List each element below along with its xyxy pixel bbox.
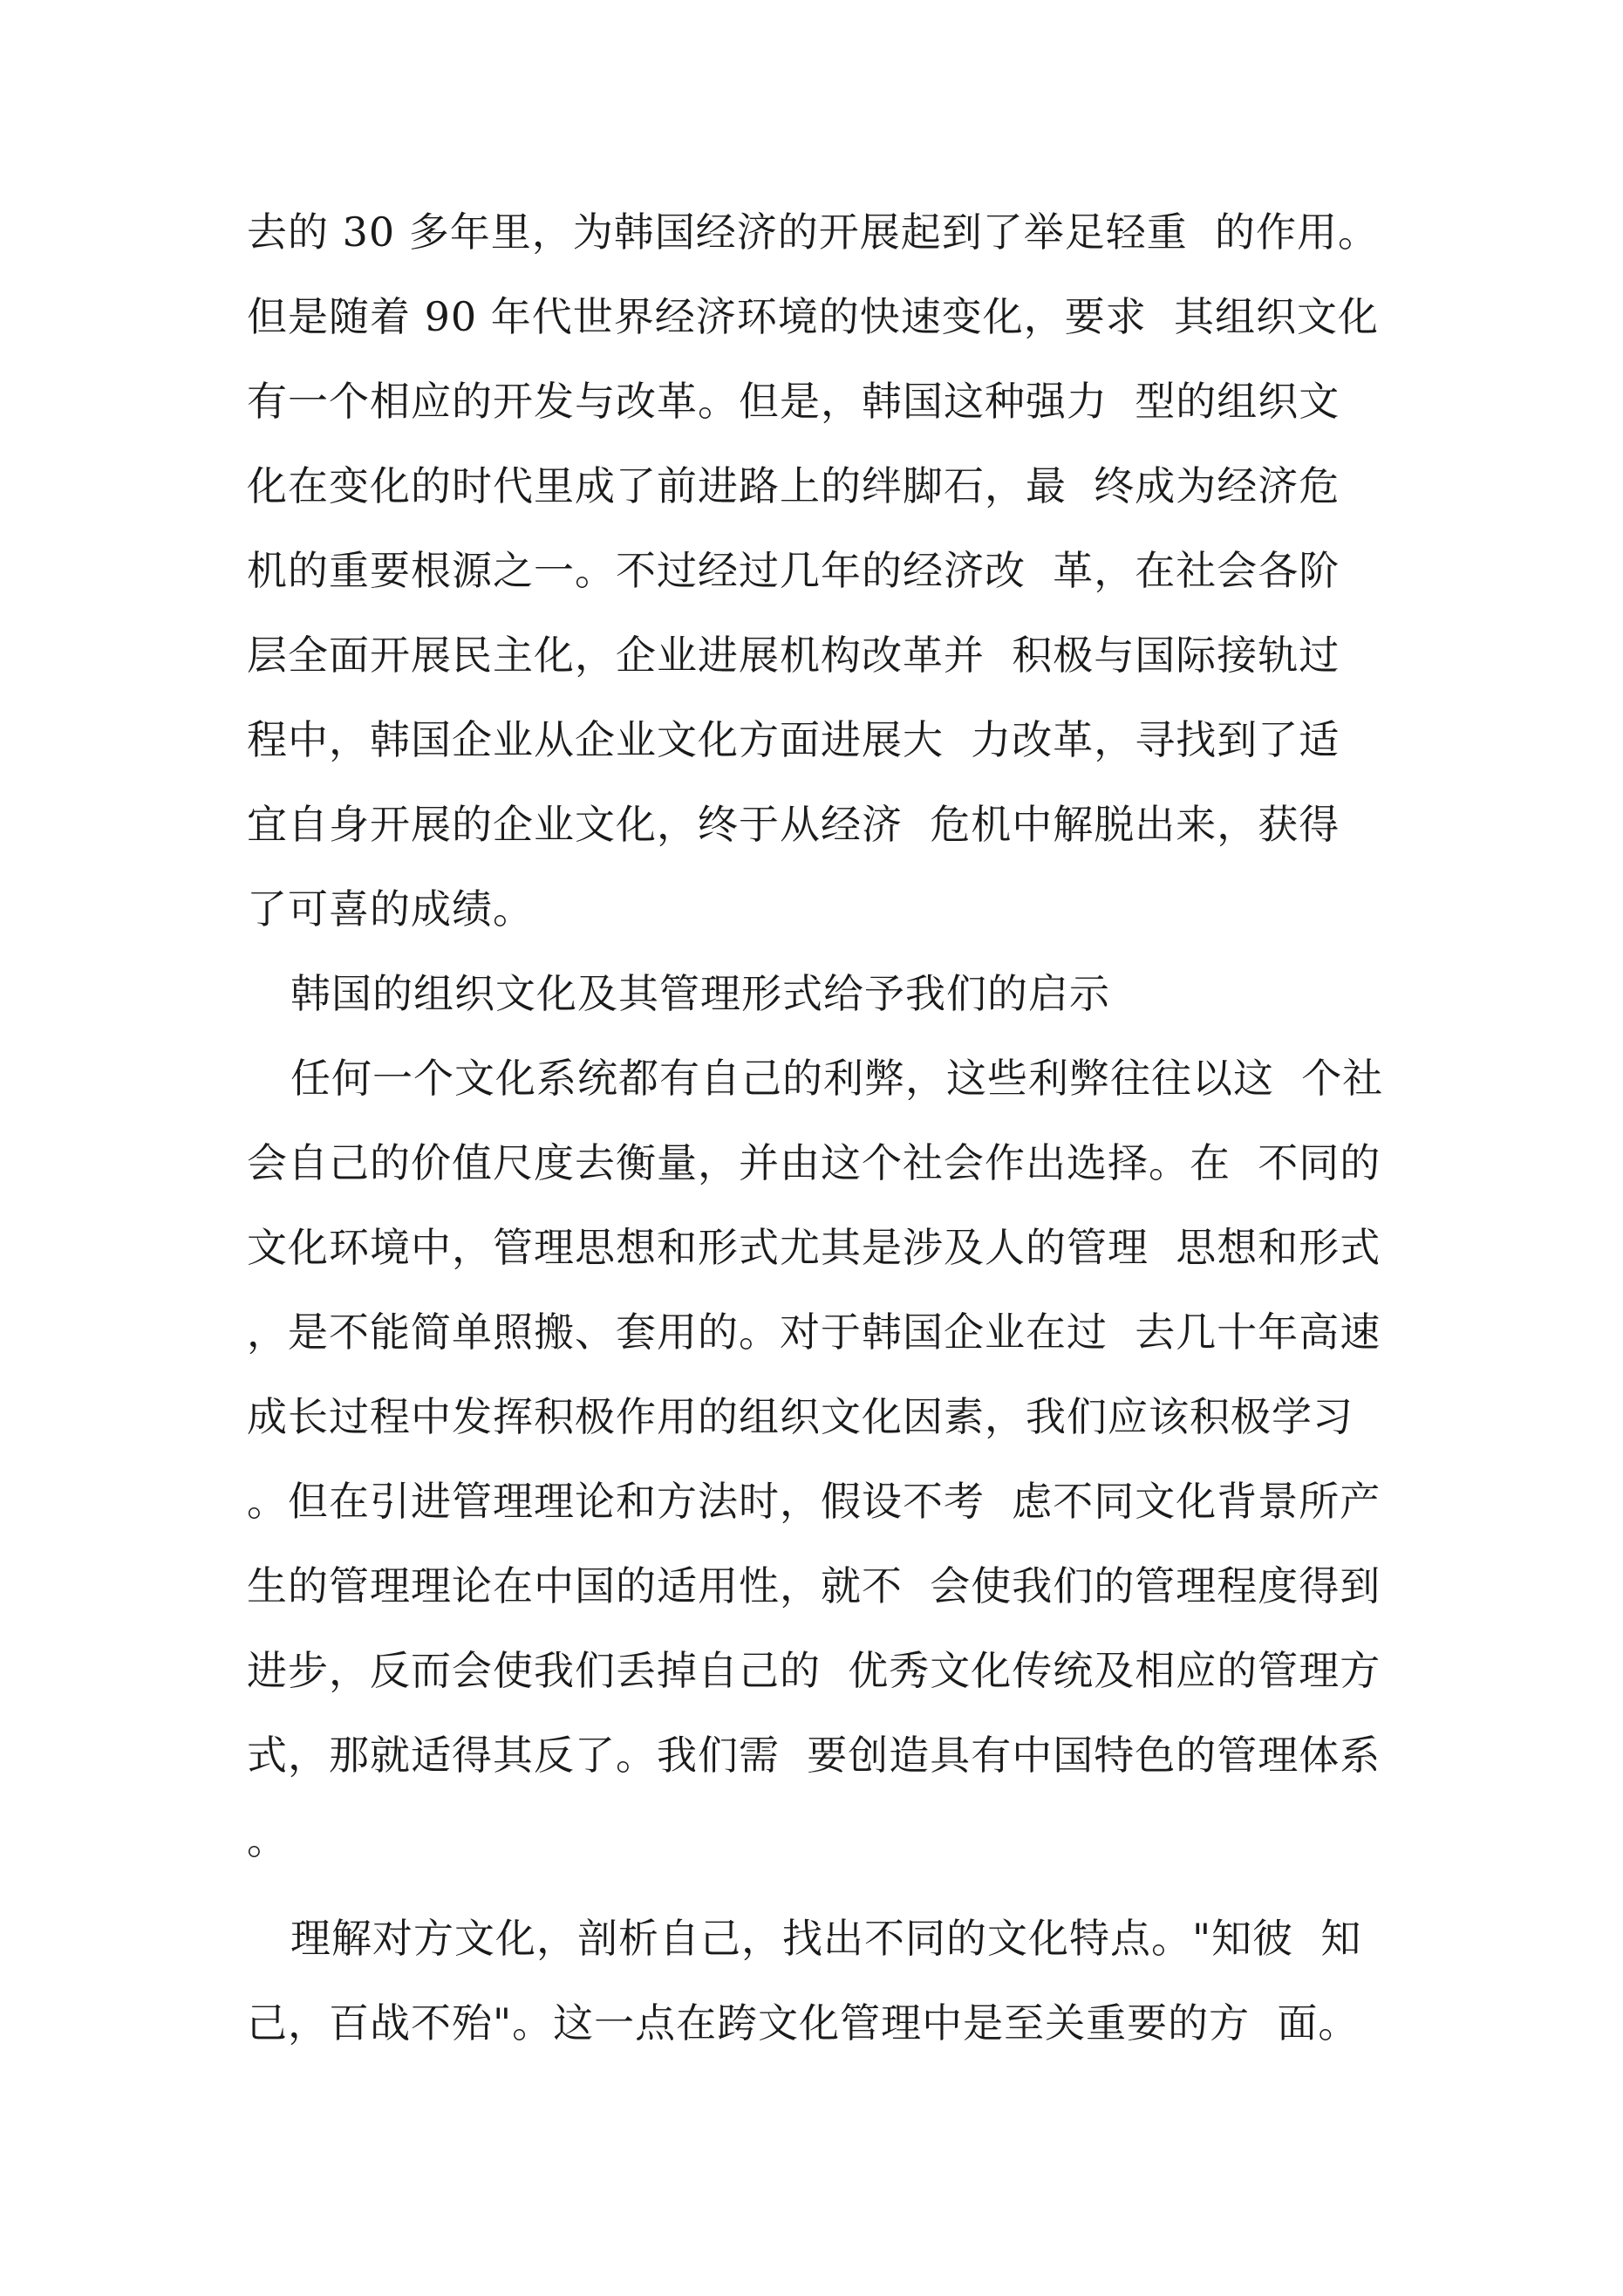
text-line: 机的重要根源之一。不过经过几年的经济改 革，在社会各阶 — [247, 547, 1340, 594]
text-line: 程中，韩国企业从企业文化方面进展大 力改革，寻找到了适 — [247, 716, 1340, 763]
text-line: 进步，反而会使我们丢掉自己的 优秀文化传统及相应的管理方 — [247, 1647, 1381, 1694]
text-line: 成长过程中发挥积极作用的组织文化因素，我们应该积极学习 — [247, 1393, 1354, 1440]
text-line: 了可喜的成绩。 — [247, 885, 534, 933]
text-line: ，是不能简单照搬、套用的。对于韩国企业在过 去几十年高速 — [247, 1309, 1381, 1356]
text-line: 宜自身开展的企业文化，终于从经济 危机中解脱出来，获得 — [247, 801, 1340, 848]
text-line: 但是随着 90 年代世界经济环境的快速变化，要求 其组织文化 — [247, 293, 1380, 340]
text-line: 去的 30 多年里，为韩国经济的开展起到了举足轻重 的作用。 — [247, 208, 1380, 256]
text-line: 。 — [247, 1816, 288, 1863]
text-line: 。但在引进管理理论和方法时，假设不考 虑不同文化背景所产 — [247, 1478, 1381, 1525]
text-line: 理解对方文化，剖析自己，找出不同的文化特点。"知彼 知 — [290, 1915, 1362, 1962]
section-heading: 韩国的组织文化及其管理形式给予我们的启示 — [290, 970, 1110, 1017]
text-line: 式，那就适得其反了。我们需 要创造具有中国特色的管理体系 — [247, 1732, 1381, 1779]
text-line: 己，百战不殆"。这一点在跨文化管理中是至关重要的方 面。 — [247, 1999, 1360, 2047]
text-line: 文化环境中，管理思想和形式尤其是涉及人的管理 思想和形式 — [247, 1224, 1381, 1271]
text-line: 层全面开展民主化，企业进展机构改革并 积极与国际接轨过 — [247, 632, 1340, 679]
text-line: 有一个相应的开发与改革。但是，韩国这种强力 型的组织文 — [247, 378, 1340, 425]
text-line: 会自己的价值尺度去衡量，并由这个社会作出选择。在 不同的 — [247, 1139, 1381, 1186]
text-line: 生的管理理论在中国的适用性，就不 会使我们的管理程度得到 — [247, 1562, 1381, 1609]
text-line: 化在变化的时代里成了前进路上的绊脚石，最 终成为经济危 — [247, 462, 1340, 509]
text-line: 任何一个文化系统都有自己的利弊，这些利弊往往以这 个社 — [290, 1055, 1384, 1102]
